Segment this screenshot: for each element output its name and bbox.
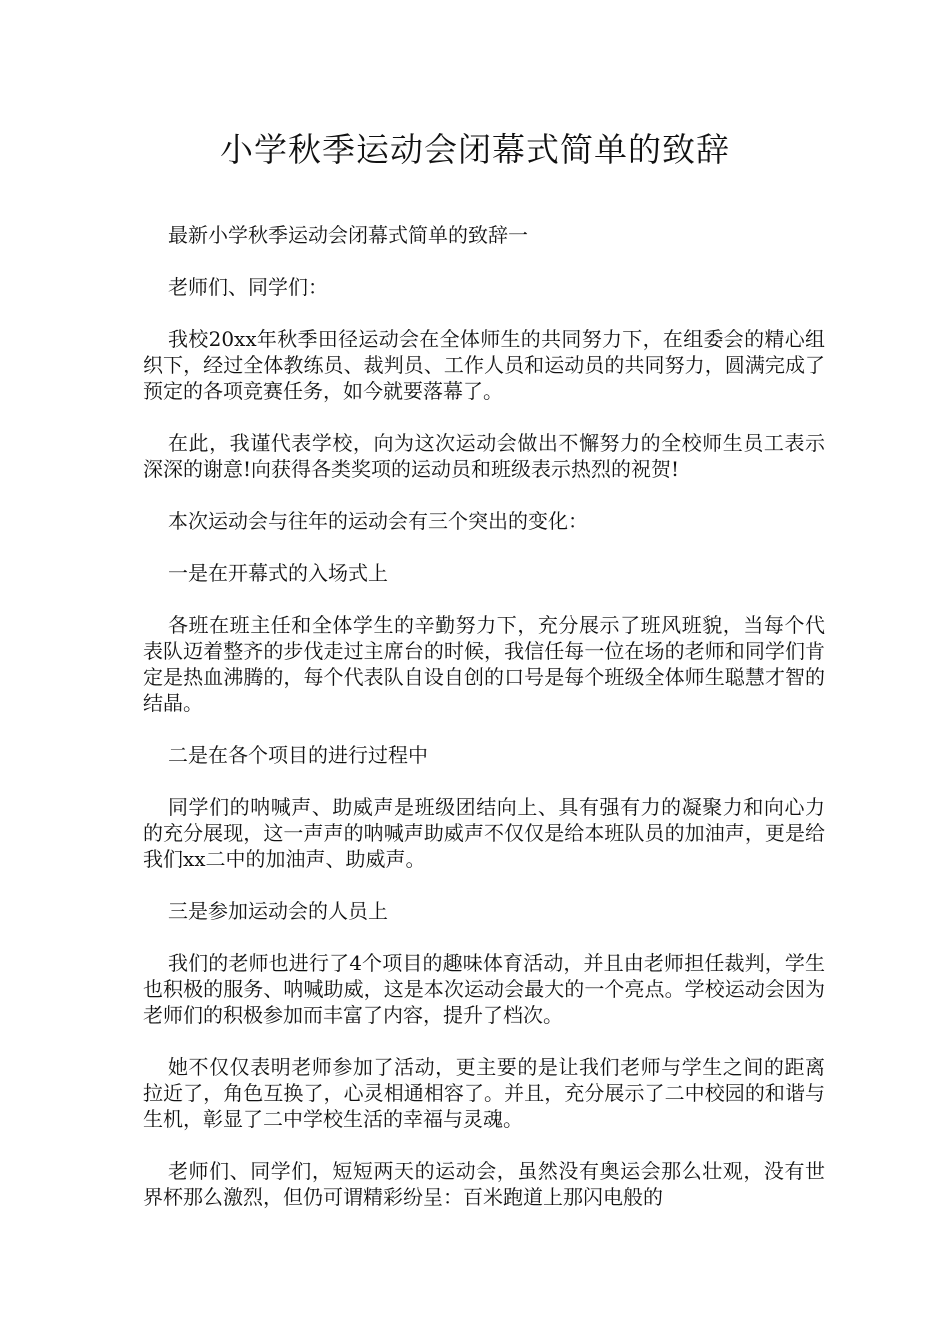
paragraph-changes-intro: 本次运动会与往年的运动会有三个突出的变化：	[168, 509, 588, 533]
paragraph-point-one-heading: 一是在开幕式的入场式上	[168, 561, 388, 585]
document-title: 小学秋季运动会闭幕式简单的致辞	[220, 130, 730, 169]
paragraph-salutation: 老师们、同学们：	[168, 275, 328, 299]
paragraph-point-one-body: 各班在班主任和全体学生的辛勤努力下，充分展示了班风班貌，当每个代表队迈着整齐的步伐走过主席台的时候，我信任每一位在场的老师和同学们肯定是热血沸腾的，每个代表队自设自创的口号是每个班级全体师生聪慧才智的结晶。	[143, 613, 825, 715]
paragraph-point-three-body: 我们的老师也进行了4个项目的趣味体育活动，并且由老师担任裁判，学生也积极的服务、呐喊助威，这是本次运动会最大的一个亮点。学校运动会因为老师们的积极参加而丰富了内容，提升了档次。	[143, 951, 825, 1027]
paragraph-opening: 我校20xx年秋季田径运动会在全体师生的共同努力下，在组委会的精心组织下，经过全体教练员、裁判员、工作人员和运动员的共同努力，圆满完成了预定的各项竞赛任务，如今就要落幕了。	[143, 327, 825, 403]
paragraph-thanks: 在此，我谨代表学校，向为这次运动会做出不懈努力的全校师生员工表示深深的谢意!向获得各类奖项的运动员和班级表示热烈的祝贺!	[143, 431, 825, 481]
paragraph-point-two-heading: 二是在各个项目的进行过程中	[168, 743, 428, 767]
paragraph-subtitle: 最新小学秋季运动会闭幕式简单的致辞一	[168, 223, 528, 247]
paragraph-point-three-heading: 三是参加运动会的人员上	[168, 899, 388, 923]
document-body	[143, 222, 825, 1236]
paragraph-teachers-role: 她不仅仅表明老师参加了活动，更主要的是让我们老师与学生之间的距离拉近了，角色互换了，心灵相通相容了。并且，充分展示了二中校园的和谐与生机，彰显了二中学校生活的幸福与灵魂。	[143, 1055, 825, 1131]
paragraph-closing: 老师们、同学们，短短两天的运动会，虽然没有奥运会那么壮观，没有世界杯那么激烈，但仍可谓精彩纷呈：百米跑道上那闪电般的	[143, 1159, 825, 1209]
paragraph-point-two-body: 同学们的呐喊声、助威声是班级团结向上、具有强有力的凝聚力和向心力的充分展现，这一声声的呐喊声助威声不仅仅是给本班队员的加油声，更是给我们xx二中的加油声、助威声。	[143, 795, 825, 871]
